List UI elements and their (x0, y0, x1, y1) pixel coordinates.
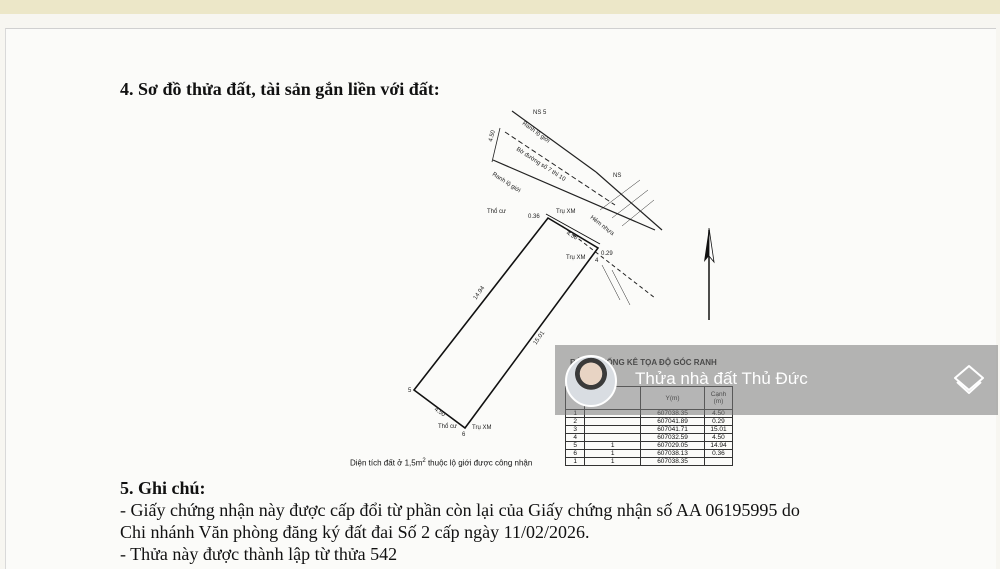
road-centerline (505, 132, 615, 205)
point-4-label: 4 (595, 258, 599, 264)
ns-label-top: NS 5 (533, 110, 547, 116)
table-row: 6 1 607038.13 0.36 (566, 450, 733, 458)
section-5-title: 5. Ghi chú: (120, 478, 206, 498)
area-note-sup: 2 (422, 458, 426, 464)
alley-label: Hẻm nhựa (588, 214, 615, 238)
dim-road-width: 4.50 (488, 129, 497, 143)
watermark-banner (555, 345, 998, 415)
avatar (565, 355, 617, 407)
dim-right-side: 15.01 (532, 330, 547, 347)
tho-cu-label-bottom: Thổ cư (438, 424, 458, 430)
dim-top-width: 4.50 (565, 230, 579, 242)
dim-corner-b: 0.36 (528, 214, 540, 220)
hatch-line (612, 190, 648, 218)
section-4-title: 4. Sơ đồ thửa đất, tài sản gắn liền với đất: (120, 79, 440, 99)
note-line-2: Chi nhánh Văn phòng đăng ký đất đai Số 2 cấp ngày 11/02/2026. (120, 522, 590, 542)
area-note-text: Diện tích đất ở 1,5m (350, 458, 423, 468)
road-label: Bờ đường số 7 thì 10 (514, 146, 567, 183)
area-note (350, 458, 532, 468)
ranh-line-bottom (490, 160, 655, 230)
ns-label-right: NS (613, 173, 622, 179)
area-note-tail: thuộc lộ giới được công nhận (425, 458, 533, 468)
table-row: 3 607041.71 15.01 (566, 426, 733, 434)
table-row: 2 607041.89 0.29 (566, 418, 733, 426)
north-arrow-icon (704, 228, 714, 320)
dim-corner-a: 0.29 (601, 251, 613, 257)
tru-xm-label-2: Trụ XM (566, 255, 586, 261)
table-row: 4 607032.59 4.50 (566, 434, 733, 442)
layers-logo-icon (952, 363, 986, 397)
dim-left-side: 14.94 (472, 285, 487, 302)
hatch-line (612, 270, 630, 305)
point-6-label: 6 (462, 432, 466, 438)
ranh-label-top: Ranh lộ giới (520, 120, 551, 145)
watermark-text: Thửa nhà đất Thủ Đức (635, 369, 808, 388)
tru-xm-label-3: Trụ XM (472, 425, 492, 431)
table-row: 5 1 607029.05 14.94 (566, 442, 733, 450)
tho-cu-label-top: Thổ cư (487, 209, 507, 215)
alley-edge-line (596, 172, 662, 230)
note-line-3: - Thửa này được thành lập từ thửa 542 (120, 544, 398, 564)
point-5-label: 5 (408, 388, 412, 394)
tru-xm-label-1: Trụ XM (556, 209, 576, 215)
note-line-1: - Giấy chứng nhận này được cấp đổi từ phần còn lại của Giấy chứng nhận số AA 06195995 do (120, 500, 800, 520)
table-row: 1 1 607038.35 (566, 458, 733, 466)
ranh-label-bottom: Ranh lộ giới (490, 171, 522, 195)
dim-bottom-width: 4.50 (432, 406, 446, 419)
hatch-line (602, 265, 620, 300)
